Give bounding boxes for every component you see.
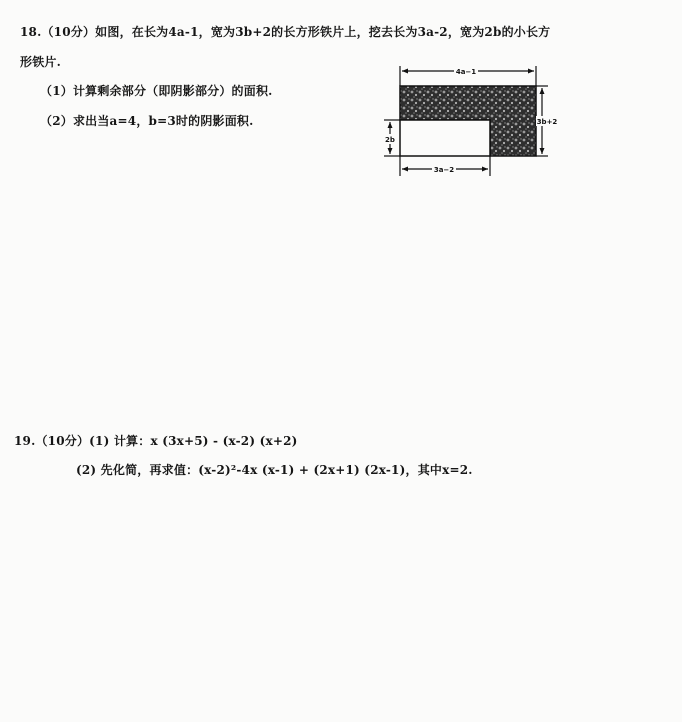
question-18-title-continued: 形铁片. (20, 55, 61, 69)
rectangle-figure (378, 58, 558, 183)
question-19-title: 19.（10分）(1) 计算：x (3x+5) - (x-2) (x+2) (14, 434, 298, 448)
right-dimension-label: 3b+2 (536, 118, 558, 126)
question-18-part-1: （1）计算剩余部分（即阴影部分）的面积. (40, 84, 273, 98)
question-18-title: 18.（10分）如图，在长为4a-1，宽为3b+2的长方形铁片上，挖去长为3a-2，宽为2b的小长方 (20, 25, 551, 39)
question-19-part-2: (2) 先化简，再求值：(x-2)²-4x (x-1) + (2x+1) (2x-1)，其中x=2. (76, 463, 473, 477)
question-18-part-2: （2）求出当a=4，b=3时的阴影面积. (40, 114, 254, 128)
top-dimension-label: 4a−1 (455, 68, 477, 76)
left-dimension-label: 2b (385, 136, 395, 144)
cut-out-rectangle (400, 120, 490, 156)
bottom-dimension-label: 3a−2 (433, 166, 455, 174)
